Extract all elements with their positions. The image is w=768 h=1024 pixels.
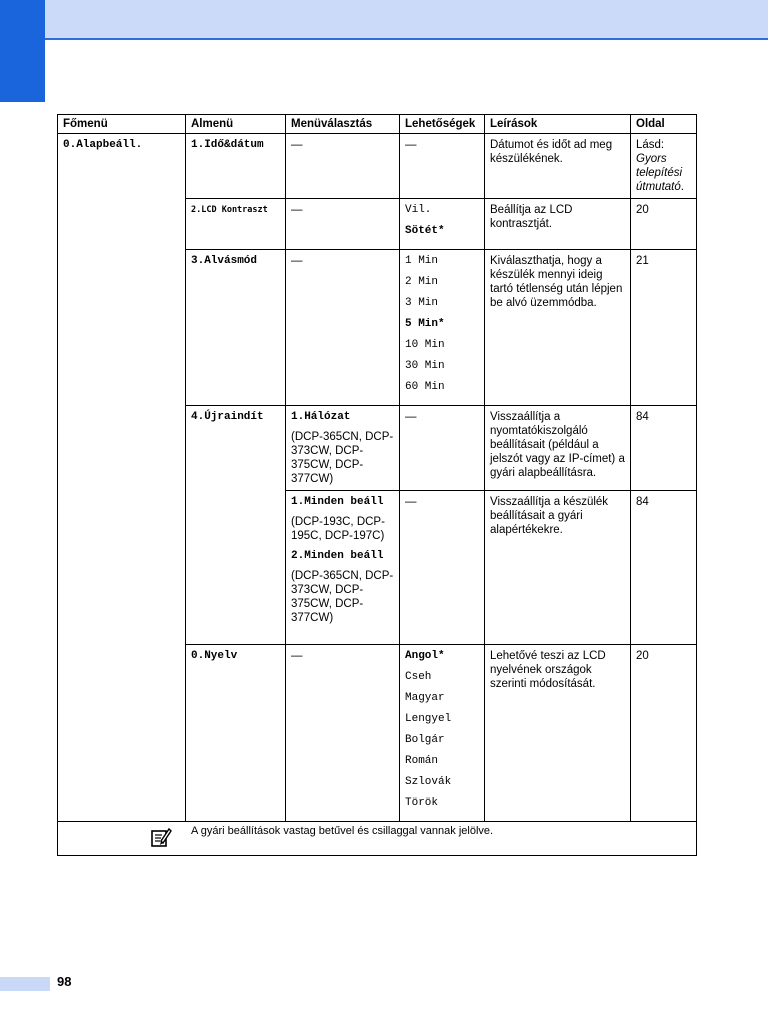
note-row [58, 822, 697, 856]
description-cell: Visszaállítja a nyomtatókiszolgáló beállításait (például a jelszót vagy az IP-címet) a gyári alapbeállításra. [485, 406, 631, 491]
header-leirasok: Leírások [485, 115, 631, 134]
selection-cell: — [286, 250, 400, 406]
selection-cell: — [286, 645, 400, 822]
page-cell: 84 [631, 406, 697, 491]
option-item: Román [405, 755, 439, 767]
header-rule [0, 38, 768, 40]
options-cell [400, 645, 485, 822]
option-item-default: 5 Min* [405, 318, 445, 330]
table-row [58, 134, 697, 199]
page-ref-suffix: . [680, 181, 684, 193]
option-item: Cseh [405, 671, 432, 683]
submenu-cell: 3.Alvásmód [186, 250, 286, 406]
main-menu-cell: 0.Alapbeáll. [58, 134, 186, 822]
header-oldal: Oldal [631, 115, 697, 134]
option-item: Vil. [405, 204, 432, 216]
page-cell: 20 [631, 199, 697, 250]
options-cell: — [400, 491, 485, 645]
selection-title: 2.Minden beáll [291, 550, 384, 562]
selection-cell: — [286, 199, 400, 250]
page-number: 98 [57, 974, 72, 989]
option-item: Lengyel [405, 713, 452, 725]
option-item: Török [405, 797, 439, 809]
option-item: 2 Min [405, 276, 439, 288]
selection-cell: — [286, 134, 400, 199]
note-pencil-icon [150, 826, 172, 848]
page-ref-guide: Gyors telepítési útmutató [636, 153, 683, 193]
options-cell: — [400, 134, 485, 199]
submenu-cell: 1.Idő&dátum [186, 134, 286, 199]
selection-title: 1.Minden beáll [291, 496, 384, 508]
submenu-cell: 4.Újraindít [186, 406, 286, 645]
note-text: A gyári beállítások vastag betűvel és csillaggal vannak jelölve. [191, 825, 494, 837]
description-cell: Lehetővé teszi az LCD nyelvének országok szerinti módosítását. [485, 645, 631, 822]
description-cell: Kiválaszthatja, hogy a készülék mennyi ideig tartó tétlenség után lépjen be alvó üzemmódba. [485, 250, 631, 406]
option-item: 10 Min [405, 339, 445, 351]
menu-table [57, 114, 697, 856]
options-cell [400, 250, 485, 406]
chapter-tab [0, 0, 45, 102]
model-list: (DCP-193C, DCP-195C, DCP-197C) [291, 516, 385, 542]
header-band [0, 0, 768, 38]
page-cell: 21 [631, 250, 697, 406]
page-cell [631, 134, 697, 199]
description-cell: Visszaállítja a készülék beállításait a gyári alapértékekre. [485, 491, 631, 645]
options-cell: — [400, 406, 485, 491]
page-ref-prefix: Lásd: [636, 139, 665, 151]
page-cell: 20 [631, 645, 697, 822]
model-list: (DCP-365CN, DCP-373CW, DCP-375CW, DCP-377CW) [291, 570, 394, 624]
option-item: Bolgár [405, 734, 445, 746]
option-item: 30 Min [405, 360, 445, 372]
model-list: (DCP-365CN, DCP-373CW, DCP-375CW, DCP-377CW) [291, 431, 394, 485]
option-item: 60 Min [405, 381, 445, 393]
selection-title: 1.Hálózat [291, 411, 351, 423]
header-fomenu: Főmenü [58, 115, 186, 134]
option-item: Szlovák [405, 776, 452, 788]
option-item-default: Sötét* [405, 225, 445, 237]
option-item-default: Angol* [405, 650, 445, 662]
option-item: Magyar [405, 692, 445, 704]
header-almenu: Almenü [186, 115, 286, 134]
note-cell [58, 822, 697, 856]
option-item: 3 Min [405, 297, 439, 309]
page-cell: 84 [631, 491, 697, 645]
options-cell [400, 199, 485, 250]
submenu-cell: 0.Nyelv [186, 645, 286, 822]
footer-bar [0, 977, 50, 991]
selection-cell [286, 491, 400, 645]
description-cell: Dátumot és időt ad meg készülékének. [485, 134, 631, 199]
header-lehetosegek: Lehetőségek [400, 115, 485, 134]
description-cell: Beállítja az LCD kontrasztját. [485, 199, 631, 250]
header-row [58, 115, 697, 134]
submenu-cell: 2.LCD Kontraszt [186, 199, 286, 250]
header-menuvalasztas: Menüválasztás [286, 115, 400, 134]
option-item: 1 Min [405, 255, 439, 267]
selection-cell [286, 406, 400, 491]
